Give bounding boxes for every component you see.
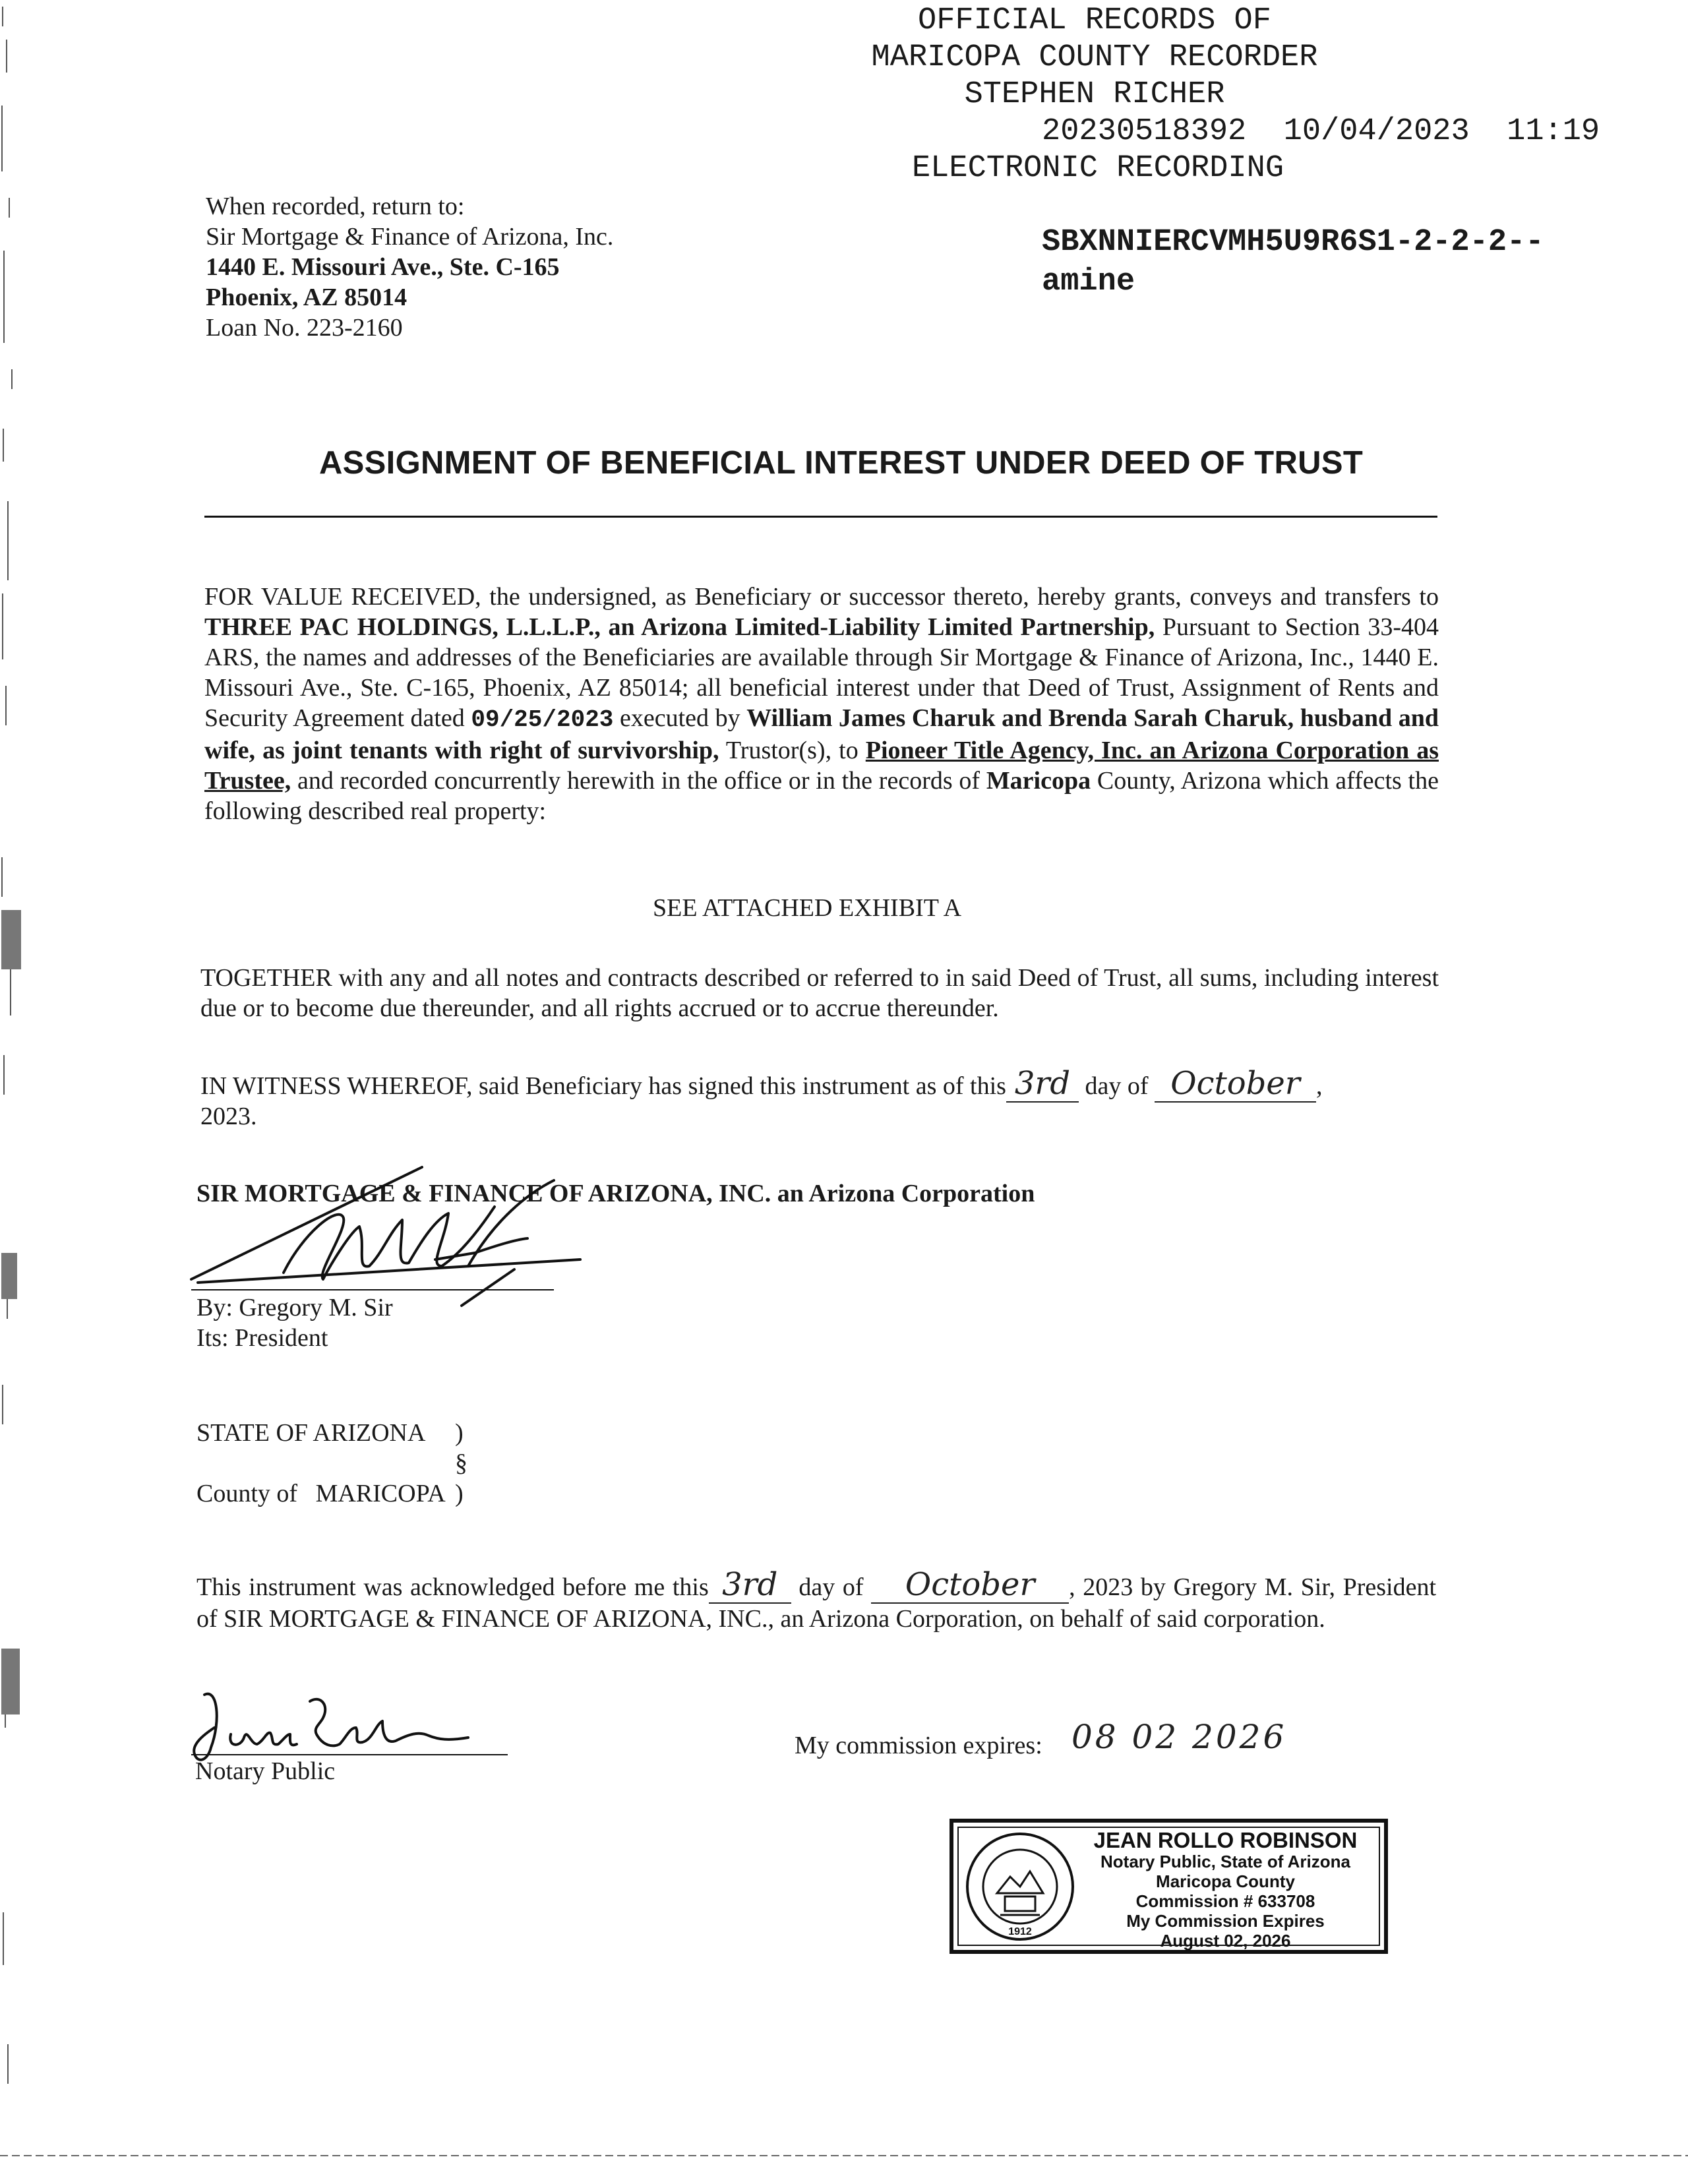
- recorder-line-5: ELECTRONIC RECORDING: [911, 151, 1284, 186]
- stamp-commission-number: Commission # 633708: [1135, 1891, 1315, 1911]
- return-company: Sir Mortgage & Finance of Arizona, Inc.: [206, 223, 614, 251]
- return-address-block: [206, 191, 799, 343]
- trustee: Pioneer Title Agency, Inc. an Arizona Corporation as Trustee,: [204, 737, 1439, 795]
- arizona-seal-icon: [964, 1831, 1076, 1943]
- ack-month-handwritten: October: [905, 1566, 1035, 1603]
- witness-year: 2023.: [200, 1103, 257, 1130]
- signatory-company: SIR MORTGAGE & FINANCE OF ARIZONA, INC. an Arizona Corporation: [196, 1180, 1035, 1207]
- signer-block: [196, 1292, 393, 1353]
- stamp-text: [1072, 1829, 1379, 1951]
- recorder-line-3: STEPHEN RICHER: [964, 77, 1225, 112]
- stamp-expires-label: My Commission Expires: [1126, 1911, 1325, 1931]
- p1-b: Pursuant to Section 33-404 ARS, the names and addresses of the Beneficiaries are available through Sir Mortgage & Finance of Arizona, Inc., 1440 E. Missouri Ave., Ste. C-165, Phoenix, AZ 85014; all beneficial interest under that Deed of Trust, Assignment of Rents and Security Agreement dated: [204, 613, 1439, 732]
- stamp-county: Maricopa County: [1156, 1871, 1295, 1891]
- venue-state: STATE OF ARIZONA: [196, 1419, 426, 1447]
- venue-county-label: County of: [196, 1480, 298, 1507]
- ack-day-of: day of: [791, 1573, 872, 1601]
- stamp-line-2: Notary Public, State of Arizona: [1100, 1852, 1350, 1871]
- recording-code-suffix: amine: [1042, 264, 1135, 299]
- return-city: Phoenix, AZ 85014: [206, 284, 407, 311]
- exhibit-reference: SEE ATTACHED EXHIBIT A: [653, 894, 962, 922]
- ack-text-c: , 2023 by Gregory M. Sir, President of SIR MORTGAGE & FINANCE OF ARIZONA, INC., an Arizona Corporation, on behalf of said corporation.: [196, 1573, 1437, 1633]
- p1-e: and recorded concurrently herewith in the office or in the records of: [291, 767, 986, 795]
- p1-d: Trustor(s), to: [719, 737, 866, 764]
- together-paragraph: TOGETHER with any and all notes and contracts described or referred to in said Deed of Trust, all sums, including interest due or to become due thereunder, and all rights accrued or to accrue thereunder.: [200, 964, 1439, 1022]
- witness-text: IN WITNESS WHEREOF, said Beneficiary has signed this instrument as of this: [200, 1072, 1006, 1100]
- return-street: 1440 E. Missouri Ave., Ste. C-165: [206, 253, 560, 281]
- title-rule: [204, 516, 1437, 518]
- commission-expires-label: My commission expires:: [795, 1732, 1042, 1759]
- venue-paren-1: ): [455, 1419, 464, 1447]
- p1-c: executed by: [613, 704, 747, 732]
- conveyance-paragraph: [204, 582, 1439, 826]
- document-title: ASSIGNMENT OF BENEFICIAL INTEREST UNDER DEED OF TRUST: [319, 445, 1364, 481]
- return-heading: When recorded, return to:: [206, 193, 465, 220]
- acknowledgment-paragraph: [196, 1566, 1437, 1634]
- p1-a: FOR VALUE RECEIVED, the undersigned, as Beneficiary or successor thereto, hereby grants, conveys and transfers to: [204, 583, 1439, 611]
- notary-label: Notary Public: [195, 1757, 336, 1785]
- trustors: William James Charuk and Brenda Sarah Charuk, husband and wife, as joint tenants with right of survivorship,: [204, 704, 1439, 764]
- ack-text-a: This instrument was acknowledged before me this: [196, 1573, 709, 1601]
- stamp-expires-date: August 02, 2026: [1160, 1931, 1291, 1951]
- p1-f: County, Arizona which affects the following described real property:: [204, 767, 1439, 825]
- scan-bottom-line: [0, 2155, 1688, 2156]
- signature-line: [191, 1289, 554, 1290]
- venue-county: MARICOPA: [315, 1480, 446, 1507]
- ack-day-handwritten: 3rd: [722, 1566, 778, 1603]
- signer-title: Its: President: [196, 1324, 328, 1352]
- loan-number: Loan No. 223-2160: [206, 314, 403, 342]
- witness-day-of: day of: [1078, 1072, 1155, 1100]
- signer-name: By: Gregory M. Sir: [196, 1294, 393, 1321]
- recording-number-date-time: 20230518392 10/04/2023 11:19: [1042, 114, 1600, 149]
- recording-code: SBXNNIERCVMH5U9R6S1-2-2-2--: [1042, 225, 1544, 260]
- notary-signature-line: [191, 1754, 508, 1755]
- notary-stamp: [950, 1819, 1388, 1954]
- witness-comma: ,: [1316, 1072, 1323, 1100]
- commission-expires-handwritten: 08 02 2026: [1071, 1718, 1287, 1756]
- deed-date: 09/25/2023: [471, 706, 614, 733]
- scan-edge-noise: [0, 0, 33, 2184]
- witness-day-handwritten: 3rd: [1014, 1065, 1071, 1102]
- venue-block: [196, 1418, 526, 1509]
- recorder-line-1: OFFICIAL RECORDS OF: [918, 3, 1271, 38]
- witness-line: [200, 1065, 1453, 1103]
- assignee: THREE PAC HOLDINGS, L.L.L.P., an Arizona Limited-Liability Limited Partnership,: [204, 613, 1155, 641]
- seal-year: 1912: [1008, 1926, 1032, 1937]
- venue-section-symbol: §: [455, 1449, 467, 1477]
- recorder-line-2: MARICOPA COUNTY RECORDER: [871, 40, 1318, 75]
- witness-month-handwritten: October: [1170, 1065, 1300, 1102]
- stamp-name: JEAN ROLLO ROBINSON: [1093, 1828, 1358, 1852]
- venue-paren-2: ): [455, 1480, 464, 1507]
- county-name: Maricopa: [986, 767, 1091, 795]
